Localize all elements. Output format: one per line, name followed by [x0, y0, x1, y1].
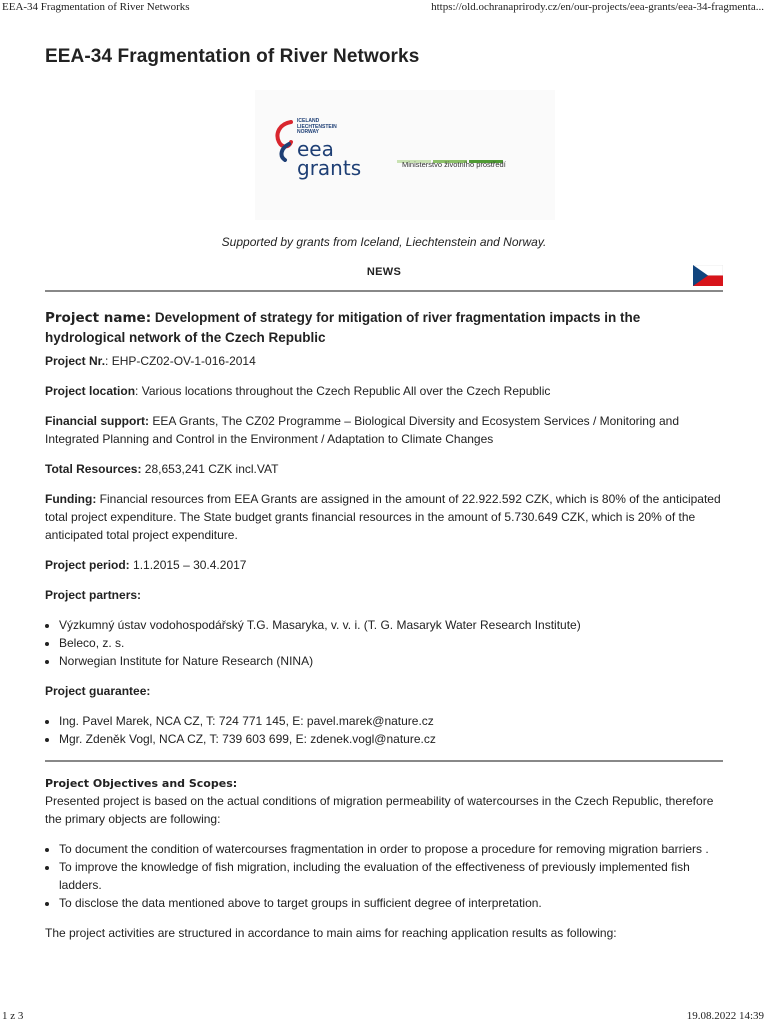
- financial-support: Financial support: EEA Grants, The CZ02 Programme – Biological Diversity and Ecosystem Services / Monitoring and Integrated Planning and Control in the Environment / Adaptation to Climate Changes: [45, 414, 680, 446]
- list-item: • Beleco, z. s.: [59, 634, 723, 652]
- page-content: [45, 46, 723, 940]
- eea-grants-logo: [255, 90, 555, 220]
- total-resources: Total Resources: 28,653,241 CZK incl.VAT: [45, 462, 279, 476]
- czech-flag-icon[interactable]: [693, 265, 723, 286]
- objectives-outro: The project activities are structured in accordance to main aims for reaching application results as following:: [45, 926, 617, 940]
- project-nr: Project Nr.: EHP-CZ02-OV-1-016-2014: [45, 354, 256, 368]
- list-item: • Norwegian Institute for Nature Research (NINA): [59, 652, 723, 670]
- page-number: 1 z 3: [2, 1010, 24, 1022]
- project-location: Project location: Various locations throughout the Czech Republic All over the Czech Republic: [45, 384, 551, 398]
- divider: [45, 290, 723, 292]
- objectives-list: [45, 840, 723, 912]
- project-name: Project name: Development of strategy for mitigation of river fragmentation impacts in the hydrological network of the Czech Republic: [45, 310, 641, 345]
- print-footer: [0, 1008, 768, 1024]
- list-item: • To document the condition of watercourses fragmentation in order to propose a procedure for removing migration barriers .: [59, 840, 723, 858]
- list-item: • Výzkumný ústav vodohospodářský T.G. Masaryka, v. v. i. (T. G. Masaryk Water Research Institute): [59, 616, 723, 634]
- project-details: [45, 308, 723, 954]
- eea-grants-wordmark: eea grants: [297, 137, 362, 180]
- project-period: Project period: 1.1.2015 – 30.4.2017: [45, 558, 247, 572]
- divider: [45, 760, 723, 762]
- guarantee-heading: Project guarantee:: [45, 684, 151, 698]
- ministry-text: Ministerstvo životního prostředí: [402, 160, 506, 169]
- guarantee-list: [45, 712, 723, 748]
- print-header: [0, 0, 768, 16]
- list-item: • Mgr. Zdeněk Vogl, NCA CZ, T: 739 603 699, E: zdenek.vogl@nature.cz: [59, 730, 723, 748]
- eea-countries-text: ICELAND LIECHTENSTEIN NORWAY: [297, 118, 337, 135]
- print-title: EEA-34 Fragmentation of River Networks: [2, 1, 190, 13]
- page-title: EEA-34 Fragmentation of River Networks: [45, 46, 420, 67]
- partners-heading: Project partners:: [45, 588, 142, 602]
- eea-swirl-icon: [273, 118, 297, 162]
- print-url: https://old.ochranaprirody.cz/en/our-projects/eea-grants/eea-34-fragmenta...: [431, 1, 764, 13]
- list-item: • To improve the knowledge of fish migration, including the evaluation of the effectiveness of previously implemented fish ladders.: [59, 858, 723, 894]
- funding: Funding: Financial resources from EEA Grants are assigned in the amount of 22.922.592 CZK, which is 80% of the anticipated total project expenditure. The State budget grants financial resources in the amount of 5.730.649 CZK, which is 20% of the anticipated total project expenditure.: [45, 492, 721, 542]
- supported-caption: Supported by grants from Iceland, Liechtenstein and Norway.: [221, 235, 547, 249]
- objectives-intro: Presented project is based on the actual conditions of migration permeability of watercourses in the Czech Republic, therefore the primary objects are following:: [45, 794, 714, 826]
- objectives-heading: Project Objectives and Scopes:: [45, 777, 238, 790]
- print-datetime: 19.08.2022 14:39: [686, 1010, 764, 1022]
- news-link[interactable]: NEWS: [366, 266, 402, 278]
- list-item: • To disclose the data mentioned above to target groups in sufficient degree of interpretation.: [59, 894, 723, 912]
- list-item: • Ing. Pavel Marek, NCA CZ, T: 724 771 145, E: pavel.marek@nature.cz: [59, 712, 723, 730]
- partners-list: [45, 616, 723, 670]
